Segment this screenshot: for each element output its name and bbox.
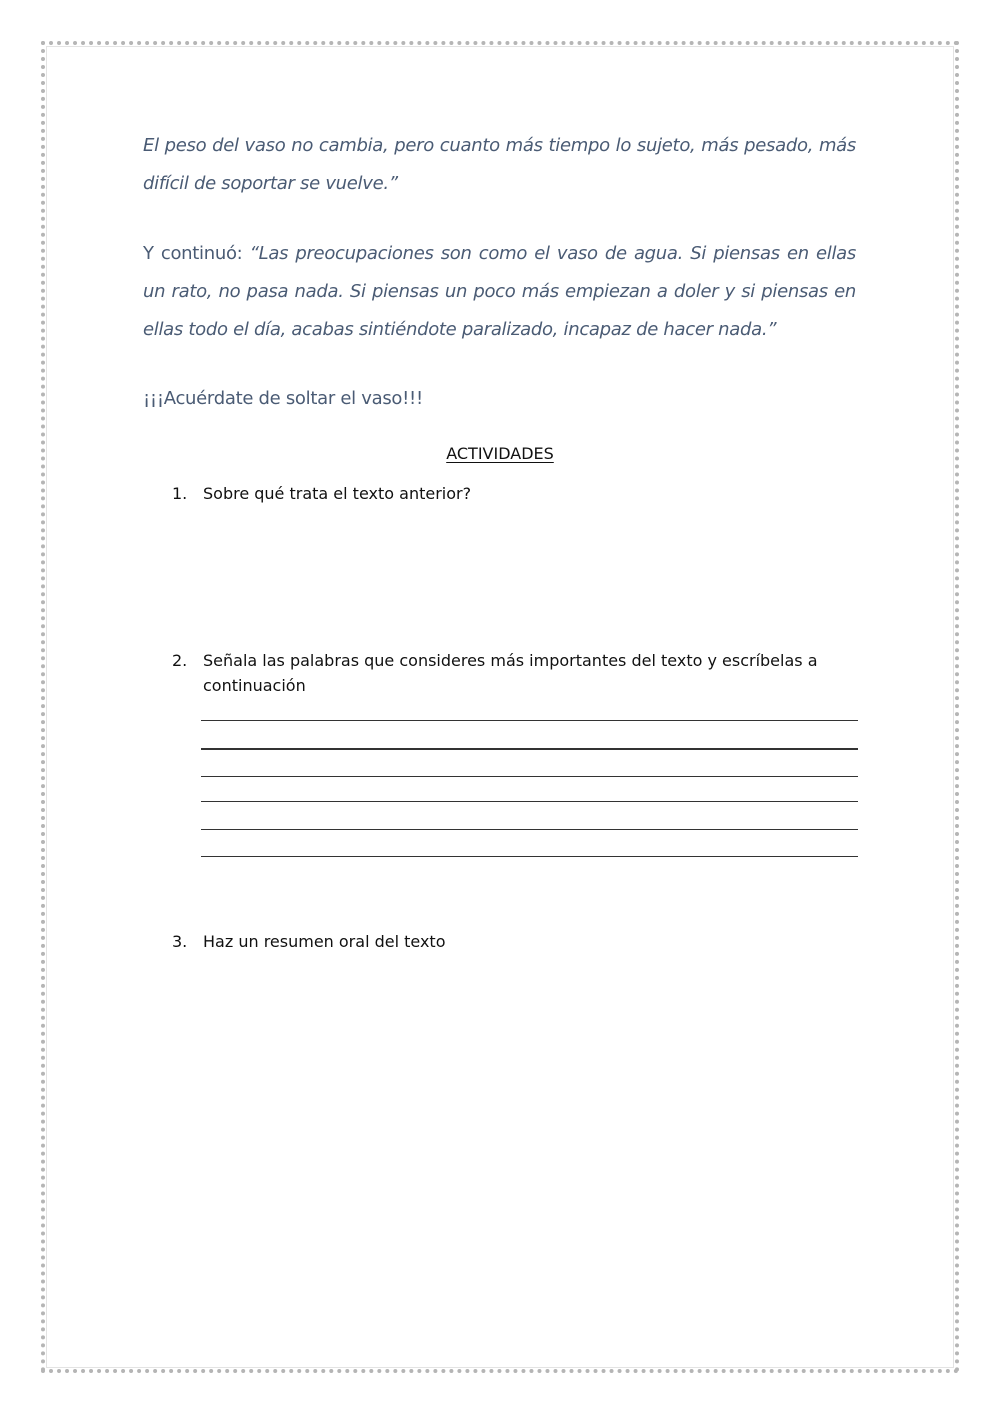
question-3 — [172, 929, 862, 954]
paragraph-quote: “Las preocupaciones son como el vaso de agua. Si piensas en ellas un rato, no pasa nada. Si piensas un poco más empiezan a doler y si piensas en ellas todo el día, acabas sintiéndote paralizado, incapaz de hacer nada.” — [143, 243, 856, 340]
question-number: 2. — [172, 651, 188, 670]
answer-line[interactable] — [201, 829, 858, 830]
question-number: 3. — [172, 932, 188, 951]
paragraph-lead: Y continuó: — [143, 243, 250, 264]
answer-line[interactable] — [201, 856, 858, 857]
question-text: Sobre qué trata el texto anterior? — [203, 484, 472, 503]
answer-line[interactable] — [201, 720, 858, 721]
story-closing-line: ¡¡¡Acuérdate de soltar el vaso!!! — [143, 388, 423, 409]
answer-line[interactable] — [201, 801, 858, 802]
question-number: 1. — [172, 484, 188, 503]
question-text: Haz un resumen oral del texto — [203, 932, 446, 951]
activities-heading: ACTIVIDADES — [446, 444, 554, 463]
question-2 — [172, 648, 862, 698]
answer-line[interactable] — [201, 748, 858, 750]
question-text: Señala las palabras que consideres más importantes del texto y escríbelas a continuación — [203, 651, 818, 695]
story-paragraph-1: El peso del vaso no cambia, pero cuanto más tiempo lo sujeto, más pesado, más difícil de soportar se vuelve.” — [143, 135, 856, 194]
answer-line[interactable] — [201, 776, 858, 777]
story-paragraph-2 — [143, 235, 856, 349]
question-1 — [172, 481, 862, 506]
